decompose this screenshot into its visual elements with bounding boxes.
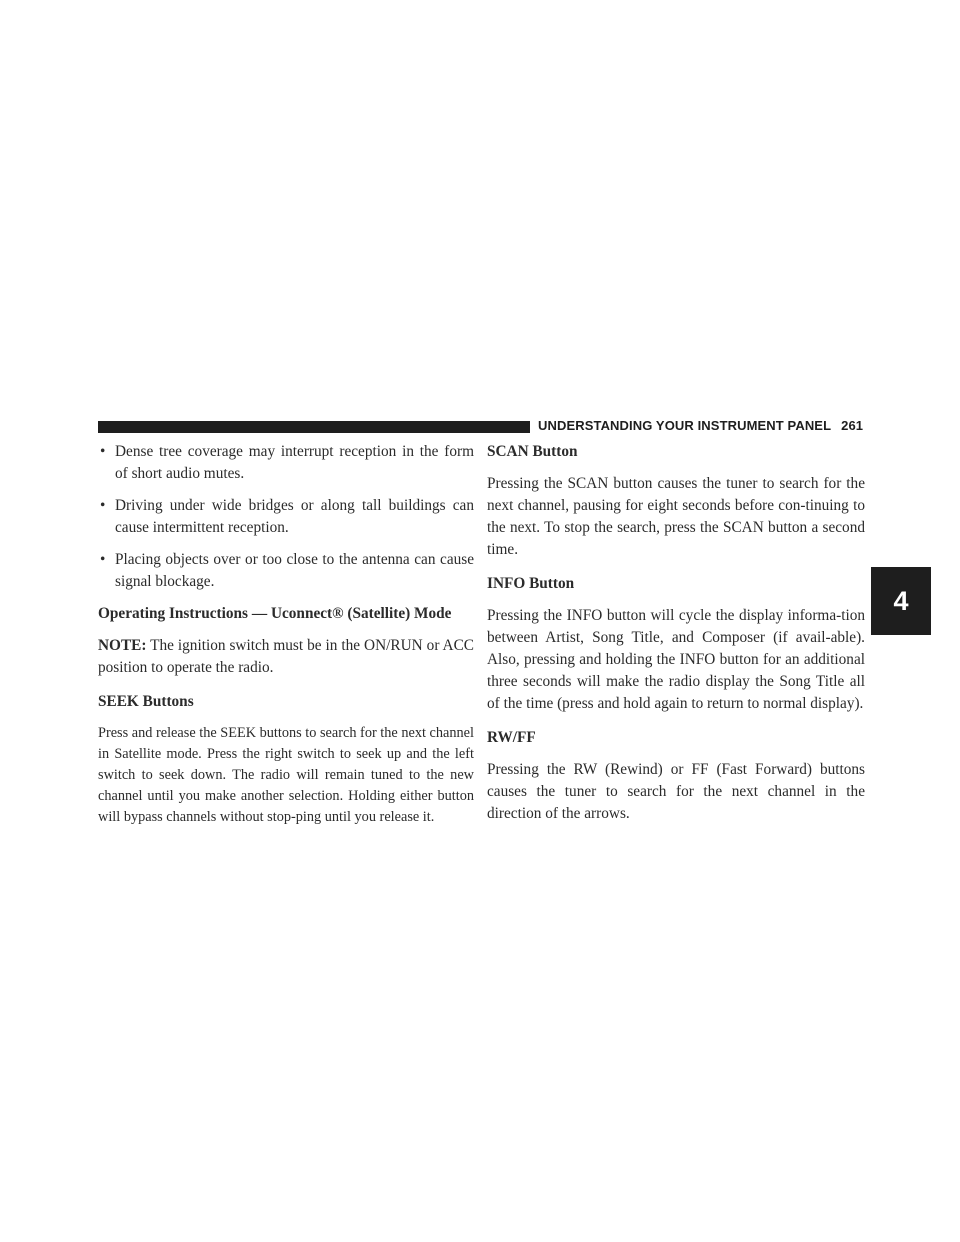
bullet-text: Dense tree coverage may interrupt reception in the form of short audio mutes.	[115, 443, 474, 482]
note-text: The ignition switch must be in the ON/RUN or ACC position to operate the radio.	[98, 637, 474, 676]
info-heading: INFO Button	[487, 575, 575, 592]
scan-paragraph: Pressing the SCAN button causes the tuner to search for the next channel, pausing for eight seconds before con-tinuing to the next. To stop the search, press the SCAN button a second time.	[487, 475, 865, 558]
section-heading: Operating Instructions — Uconnect® (Satellite) Mode	[98, 605, 452, 622]
chapter-tab: 4	[871, 567, 931, 635]
header-rule	[98, 421, 530, 433]
seek-paragraph: Press and release the SEEK buttons to search for the next channel in Satellite mode. Press the right switch to seek up and the left switch to seek down. The radio will remain tuned to the new channel until you make another selection. Holding either button will bypass channels without stop-ping until you release it.	[98, 725, 474, 825]
info-paragraph: Pressing the INFO button will cycle the display informa-tion between Artist, Song Title, and Composer (if avail-able). Also, pressing and holding the INFO button for an additional three seconds will make the radio display the Song Title all of the time (press and hold again to return to normal display).	[487, 607, 865, 712]
bullet-item	[98, 549, 474, 593]
note-label: NOTE:	[98, 637, 147, 654]
bullet-icon: •	[100, 443, 106, 460]
bullet-item	[98, 495, 474, 539]
running-header	[538, 418, 868, 433]
rwff-heading: RW/FF	[487, 729, 536, 746]
bullet-icon: •	[100, 497, 106, 514]
bullet-text: Driving under wide bridges or along tall buildings can cause intermittent reception.	[115, 497, 474, 536]
bullet-icon: •	[100, 551, 106, 568]
seek-heading: SEEK Buttons	[98, 693, 194, 710]
page-number: 261	[841, 418, 864, 433]
bullet-text: Placing objects over or too close to the antenna can cause signal blockage.	[115, 551, 474, 590]
right-column	[487, 441, 865, 837]
rwff-paragraph: Pressing the RW (Rewind) or FF (Fast Forward) buttons causes the tuner to search for the next channel in the direction of the arrows.	[487, 761, 865, 822]
bullet-item	[98, 441, 474, 485]
left-column	[98, 441, 474, 840]
note-paragraph	[98, 635, 474, 679]
scan-heading: SCAN Button	[487, 443, 578, 460]
section-title: UNDERSTANDING YOUR INSTRUMENT PANEL	[538, 418, 832, 433]
